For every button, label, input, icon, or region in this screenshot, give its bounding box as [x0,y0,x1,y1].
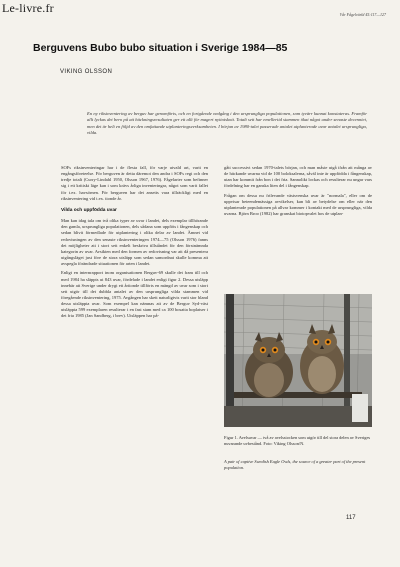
body-paragraph: Man kan idag tala om två olika typer av uvar i landet, dels exemplar tillhörande den gamla, ursprungliga populationen, dels sådana som uppföts i fångenskap och sedan blivit förmedlade för utplantering i olika delar av landet. Ämnet vid redovisningen av den senaste riksinventeringen 1974—75 (Olsson 1976) fanns det möjligheter att i stort sett enkelt beskriva tillståndet för den förstnämnda kategorin av uvar. Avsikten med den formen av redovisning var att då presentera utgångsläget just före de stora utsläpp som sedan samordnat skulle komma att avspegla förändrade situationen för arten i landet. [61,218,208,267]
watermark-logo: Le-livre.fr [2,1,54,15]
owl-photo-illustration [224,294,372,427]
body-paragraph: Enligt en internrapport inom organisationen Berguv-69 skulle det fram till och med 1984 ha släppts ut 843 uvar, fördelade i landet enligt figur 2. Dessa utsläpp innebär att Sverige under drygt ett årtionde tillförts en mängd av uvar som i stort sett utgör till det dubbla antalet av den ursprungliga vilda stammen vid föregående riksinventering, 1975. Avgången har skett naturligtvis varit stor bland dessa utsläppta uvar. Som exempel kan nämnas att av de Berguv Syd-väst utsläppta 599 exemplaren resulterar i en fast stam med ca 100 bosatta boplatser i det fria 1985 (Jan Sandberg, i brev). Utsläppen har på- [61,270,208,319]
article-abstract: En ny riksinventering av berguv har genomförts, och en fortgående nedgång i den ursprungliga populationen, som tyvärr kunnat konstateras. Framför allt lyckas det bero på att häckningsresultaten ger ett allt för magert nyttotskott. Totalt sett har emellertid stammen ökat något under senaste decenniet, men det är helt en följd av den omfattande utplanteringsverksamheten. I början av 1980-talet passerade antalet utplanterade uvar antalet ursprungliga, vilda. [87,111,367,136]
body-paragraph: SOFs riksinventeringar har i de flesta fall, för varje utvald art, varit en engångsföreteelse. För berguven är detta däremot den andra i SOFs regi och den tredje totalt (Curry-Lindahl 1950, Olsson 1967, 1976). Fågelarter som befinner sig i ett kritiskt läge kan i som krävs årliga inventeringar, något som varit fallet för t.ex. havsörnen. För berguven har det ansetts vara tillräckligt med en riksinventering vid t.ex. tionde år. [61,165,208,201]
figure-caption-swedish: Figur 1. Avelsuvar — två av avelsstocken som utgör till del stora delen av Sveriges nuvarande uvbestånd. Foto: Viking Olsson/N. [224,435,371,446]
body-paragraph: gått successivt sedan 1970-talets början, och man måste utgå ifrån att många av de häckande uvarna vid de 100 boloksalerna, såväl inte är uppfödda i fångenskap, utan har kommit från bon i det fria. Sannolikt lockas och resulterar nu ungar vars fördelning har en ganska liten del i fångenskap. [224,165,372,189]
left-text-column [61,165,208,323]
right-text-column [224,165,372,220]
eagle-owl-photo [224,294,372,427]
article-title: Berguvens Bubo bubo situation i Sverige 1984—85 [33,42,288,54]
article-author: VIKING OLSSON [60,69,113,75]
body-paragraph: Frågan om dessa nu frilevande västsvenska uvar är "normala", eller om de uppvisar beteendemässiga avvikelser, kan bli av betydelse om eller när den utplanterade populationen på allvar kommer i kontakt med de ursprungliga, vilda uvarna. Björn Broo (1982) har granskat biotopvalet hos de utplan- [224,192,372,217]
figure-caption-english: A pair of captive Swedish Eagle Owls, the source of a greater part of the present population. [224,459,366,470]
section-heading: Vilda och uppfödda uvar [61,207,117,213]
page-number: 117 [346,515,356,521]
journal-reference: Vår Fågelvärld 45:117—127 [339,12,386,17]
